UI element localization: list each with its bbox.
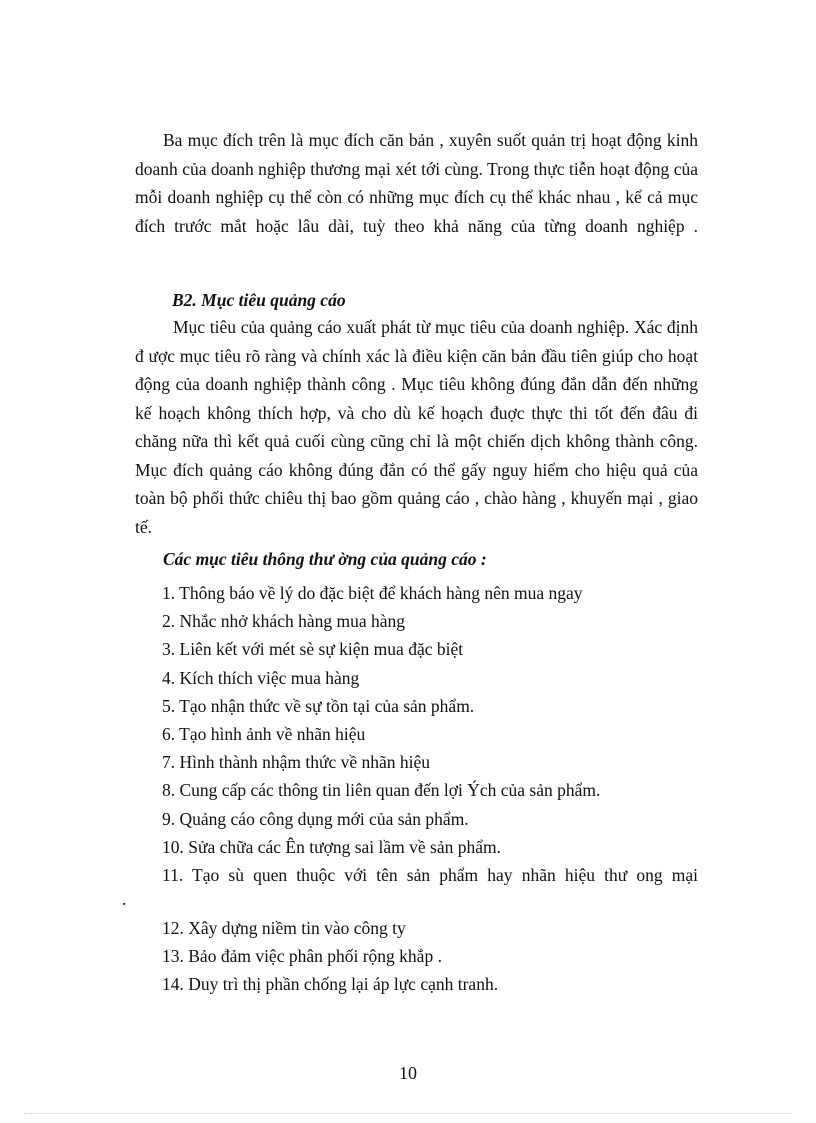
list-item: 14. Duy trì thị phần chống lại áp lực cạnh tranh. bbox=[162, 974, 499, 995]
objectives-list-continued bbox=[162, 914, 498, 999]
page-number: 10 bbox=[399, 1063, 417, 1083]
list-item: 3. Liên kết với mét sè sự kiện mua đặc biệt bbox=[162, 639, 464, 660]
list-item: 6. Tạo hình ảnh về nhãn hiệu bbox=[162, 724, 366, 745]
list-item: 10. Sửa chữa các Ên tượng sai lầm về sản phẩm. bbox=[162, 836, 502, 857]
list-item: 12. Xây dựng niềm tin vào công ty bbox=[162, 918, 406, 938]
list-item: 9. Quảng cáo công dụng mới của sản phẩm. bbox=[162, 808, 469, 829]
list-heading: Các mục tiêu thông thư ờng của quảng cáo : bbox=[163, 549, 487, 569]
objective-paragraph: Mục tiêu của quảng cáo xuất phát từ mục tiêu của doanh nghiệp. Xác định đ ược mục tiêu rõ ràng và chính xác là điều kiện căn bản đầu tiên giúp cho hoạt động của doanh nghiệp thành công . Mục tiêu không đúng đắn dẫn đến những kế hoạch không thích hợp, và cho dù kế hoạch đuợc thực thi tốt đến đâu đi chăng nữa thì kết quả cuối cùng cũng chỉ là một chiến dịch không thành công. Mục đích quảng cáo không đúng đắn có thể gấy nguy hiểm cho hiệu quả của toàn bộ phối thức chiêu thị bao gồm quảng cáo , chào hàng , khuyến mại , giao tế. bbox=[135, 317, 698, 537]
intro-paragraph: Ba mục đích trên là mục đích căn bản , xuyên suốt quản trị hoạt động kinh doanh của doanh nghiệp thương mại xét tới cùng. Trong thực tiễn hoạt động của mỗi doanh nghiệp cụ thể còn có những mục đích cụ thể khác nhau , kể cả mục đích trước mắt hoặc lâu dài, tuỳ theo khả năng của từng doanh nghiệp . bbox=[135, 130, 698, 236]
list-item: 5. Tạo nhận thức về sự tồn tại của sản phẩm. bbox=[162, 695, 475, 716]
list-item: 13. Bảo đảm việc phân phối rộng khắp . bbox=[162, 946, 442, 967]
list-item: 1. Thông báo về lý do đặc biệt để khách hàng nên mua ngay bbox=[162, 583, 583, 603]
page-bottom-rule bbox=[24, 1113, 792, 1114]
section-heading: B2. Mục tiêu quảng cáo bbox=[172, 290, 346, 310]
list-item: 2. Nhắc nhở khách hàng mua hàng bbox=[162, 611, 406, 632]
list-item: 8. Cung cấp các thông tin liên quan đến lợi Ých của sản phẩm. bbox=[162, 780, 601, 801]
list-item: 4. Kích thích việc mua hàng bbox=[162, 667, 360, 688]
list-item: 7. Hình thành nhậm thức về nhãn hiệu bbox=[162, 752, 431, 773]
list-item: 11. Tạo sù quen thuộc với tên sản phẩm hay nhãn hiệu thư ong mại bbox=[162, 865, 698, 886]
stray-period: . bbox=[122, 889, 127, 909]
objectives-list bbox=[162, 579, 702, 889]
